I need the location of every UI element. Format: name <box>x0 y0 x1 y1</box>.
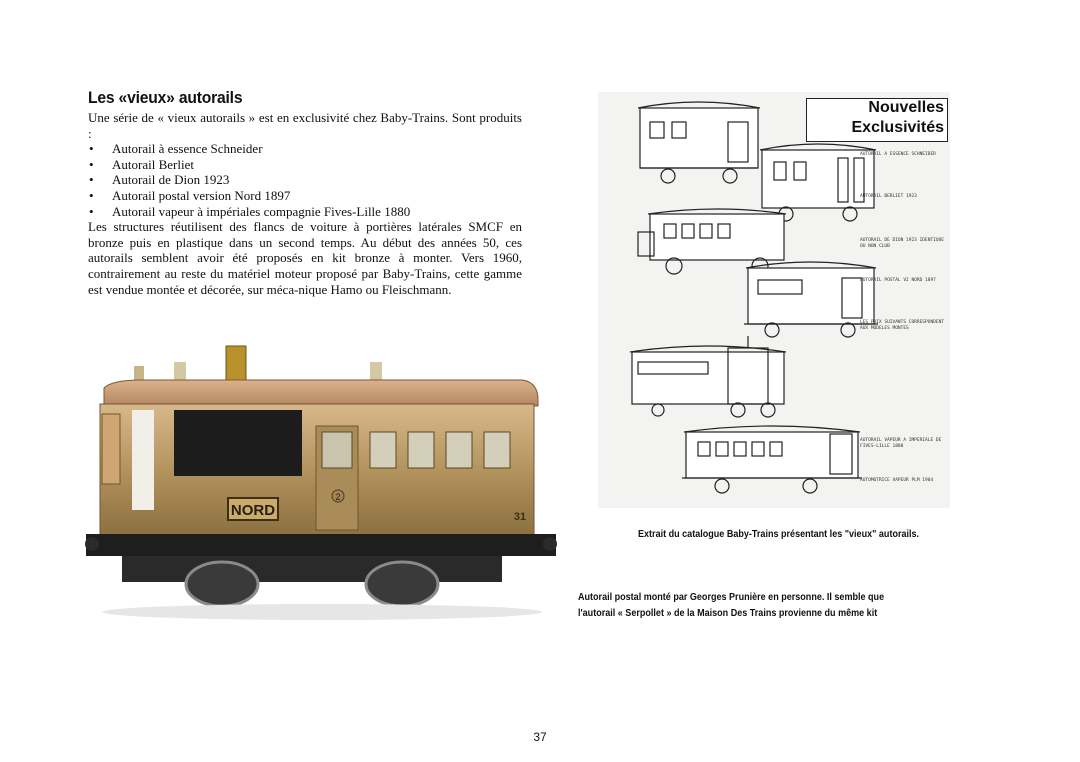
catalog-title-line1: Nouvelles <box>868 99 944 116</box>
list-item: • Autorail vapeur à impériales compagnie Fives-Lille 1880 <box>88 204 522 220</box>
article-paragraph: Les structures réutilisent des flancs de voiture à portières latérales SMCF en bronze puis en plastique dans un second temps. Au début des années 50, ces autorails semblent avoir été proposés en kit bronze à monter. Vers 1960, contrairement au reste du matériel moteur proposé par Baby-Trains, cette gamme est vendue montée et décorée, sur méca-nique Hamo ou Fleischmann. <box>88 219 522 297</box>
catalog-label: AUTOMOTRICE VAPEUR PLM 1904 <box>860 478 934 483</box>
catalog-label: AUTORAIL DE DION 1923 IDENTIQUE OU NON CLUB <box>860 238 944 249</box>
model-list <box>88 141 522 219</box>
catalog-caption: Extrait du catalogue Baby-Trains présentant les "vieux" autorails. <box>638 528 920 540</box>
article-intro: Une série de « vieux autorails » est en exclusivité chez Baby-Trains. Sont produits : <box>88 110 522 141</box>
photo-caption <box>578 589 888 621</box>
railcar-photo <box>82 340 562 630</box>
list-item: • Autorail de Dion 1923 <box>88 172 522 188</box>
catalog-title-line2: Exclusivités <box>851 119 944 136</box>
car-number: 31 <box>513 511 527 523</box>
catalog-scan <box>598 92 950 508</box>
catalog-label: AUTORAIL POSTAL V2 NORD 1897 <box>860 278 936 283</box>
list-item: • Autorail à essence Schneider <box>88 141 522 157</box>
list-item: • Autorail Berliet <box>88 157 522 173</box>
article-body <box>88 110 522 297</box>
catalog-label: LES PRIX SUIVANTS CORRESPONDENT AUX MODELES MONTES <box>860 320 944 331</box>
catalog-label: AUTORAIL BERLIET 1923 <box>860 194 917 199</box>
door-number: 2 <box>335 492 341 502</box>
page-number: 37 <box>533 730 547 744</box>
photo-caption-line1: Autorail postal monté par Georges Prunière en personne. Il semble que <box>578 591 885 603</box>
catalog-label: AUTORAIL VAPEUR A IMPERIALE DE FIVES-LILLE 1880 <box>860 438 942 449</box>
nord-plate: NORD <box>230 502 276 519</box>
photo-caption-line2: l'autorail « Serpollet » de la Maison Des Trains provienne du même kit <box>578 607 878 619</box>
article-heading: Les «vieux» autorails <box>88 88 243 107</box>
list-item: • Autorail postal version Nord 1897 <box>88 188 522 204</box>
catalog-label: AUTORAIL A ESSENCE SCHNEIDER <box>860 152 936 157</box>
